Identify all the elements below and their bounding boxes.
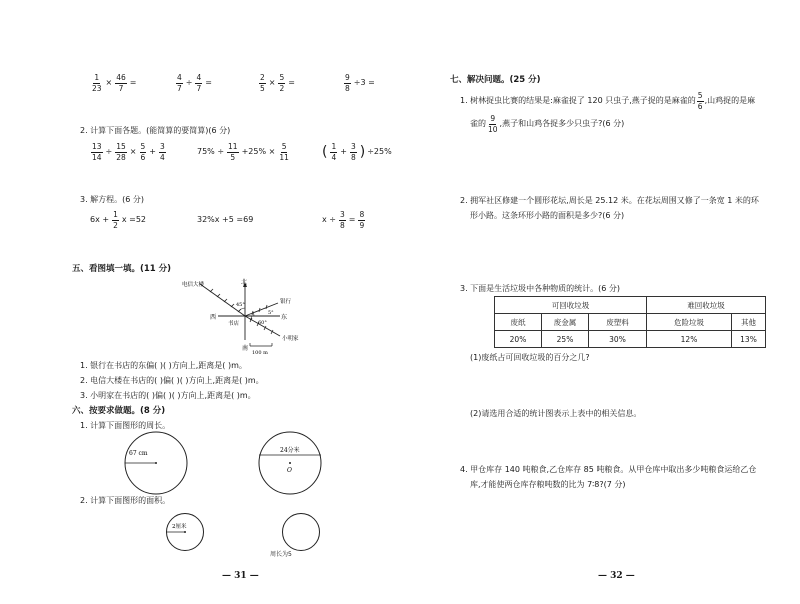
trash-statistics-table [494,296,766,348]
section-5-q2: 2. 电信大楼在书店的( )偏( )( )方向上,距离是( )m。 [80,376,264,385]
question-3-title: 3. 解方程。(6 分) [80,195,145,204]
value-metal: 25% [542,331,589,348]
east-label: 东 [281,314,288,321]
value-plastic: 30% [589,331,647,348]
fraction: $\frac{2}{5}$ [260,73,265,93]
section-5-title: 五、看图填一填。(11 分) [72,264,172,274]
q2-expression-1: $\frac{13}{14}$ ÷ $\frac{15}{28}$ × $\frac{5}{6}$ + $\frac{3}{4}$ [92,142,165,162]
header-plastic: 废塑料 [589,314,647,331]
problem-3-sub-1: (1)废纸占可回收垃圾的百分之几? [470,353,590,362]
group-recyclable: 可回收垃圾 [495,297,647,314]
section-7-title: 七、解决问题。(25 分) [450,75,541,85]
equation-2: 32%x +5 =69 [197,215,254,224]
problem-4-line-2: 库,才能使两仓库存粮吨数的比为 7∶8?(7 分) [470,480,626,489]
section-5-q3: 3. 小明家在书店的( )偏( )( )方向上,距离是( )m。 [80,391,256,400]
angle-60-label: 60° [258,320,267,326]
problem-2-line-1: 2. 拥军社区修建一个圆形花坛,周长是 25.12 米。在花坛周围又修了一条宽 1 米的环 [460,196,759,205]
circle-figure-4 [281,512,321,552]
fraction: $\frac{1}{23}$ [92,73,102,93]
problem-4-line-1: 4. 甲仓库存 140 吨粮食,乙仓库存 85 吨粮食。从甲仓库中取出多少吨粮食运给乙仓 [460,465,757,474]
calc-item-4: $\frac{9}{8}$ ÷3 = [345,73,375,93]
value-other: 13% [732,331,766,348]
circle-1-label: 67 cm [129,450,148,457]
problem-3-title: 3. 下面是生活垃圾中各种物质的统计。(6 分) [460,284,621,293]
page-number-right: — 32 — [598,571,635,581]
circle-4-label: 周长为5 [270,551,292,558]
header-other: 其他 [732,314,766,331]
circle-figure-1 [123,430,189,496]
west-label: 西 [210,314,217,321]
angle-5-label: 5° [268,310,274,316]
circle-figure-2 [257,430,323,496]
q2-expression-3: ( $\frac{1}{4}$ + $\frac{3}{8}$ ) ÷25% [322,142,392,162]
header-metal: 废金属 [542,314,589,331]
q2-expression-2: 75% ÷ $\frac{11}{5}$ +25% × $\frac{5}{11}$ [197,142,289,162]
page-number-left: — 31 — [222,571,259,581]
equation-3: x ÷ $\frac{3}{8}$ = $\frac{8}{9}$ [322,210,365,230]
header-paper: 废纸 [495,314,542,331]
north-label: 北 [241,279,248,286]
problem-1-line-1: 1. 树林捉虫比赛的结果是:麻雀捉了 120 只虫子,燕子捉的是麻雀的 $\frac{5}{6}$ ,山鸡捉的是麻 [460,91,756,111]
section-5-q1: 1. 银行在书店的东偏( )( )方向上,距离是( )m。 [80,361,247,370]
direction-map [170,278,320,358]
problem-1-line-2: 雀的 $\frac{9}{10}$ ,燕子和山鸡各捉多少只虫子?(6 分) [470,114,625,134]
header-hazardous: 危险垃圾 [647,314,732,331]
circle-figure-3 [165,512,205,552]
value-hazardous: 12% [647,331,732,348]
circle-2-center: O [287,467,292,474]
calc-item-3: $\frac{2}{5}$ × $\frac{5}{2}$ = [260,73,295,93]
problem-3-sub-2: (2)请选用合适的统计图表示上表中的相关信息。 [470,409,642,418]
bank-label: 银行 [280,299,292,305]
fraction: $\frac{4}{7}$ [196,73,202,93]
circle-2-label: 24分米 [280,447,300,454]
circle-3-label: 2厘米 [172,524,187,530]
fraction: $\frac{9}{8}$ [345,73,350,93]
group-hard-to-recycle: 难回收垃圾 [647,297,766,314]
question-2-title: 2. 计算下面各题。(能简算的要简算)(6 分) [80,126,231,135]
calc-item-2: $\frac{4}{7}$ ÷ $\frac{4}{7}$ = [177,73,212,93]
home-label: 小明家 [282,336,299,342]
scale-label: 100 m [252,350,268,356]
fraction: $\frac{46}{7}$ [116,73,126,93]
angle-45-label: 45° [236,302,245,308]
section-6-q2: 2. 计算下面图形的面积。 [80,496,171,505]
tower-label: 电信大楼 [182,282,205,288]
fraction: $\frac{4}{7}$ [177,73,182,93]
south-label: 南 [242,345,249,352]
calc-item-1: $\frac{1}{23}$ × $\frac{46}{7}$ = [92,73,137,93]
equation-1: 6x + $\frac{1}{2}$ x =52 [90,210,147,230]
section-6-q1: 1. 计算下面图形的周长。 [80,421,171,430]
fraction: $\frac{5}{2}$ [279,73,285,93]
value-paper: 20% [495,331,542,348]
store-label: 书店 [228,321,240,327]
problem-2-line-2: 形小路。这条环形小路的面积是多少?(6 分) [470,211,625,220]
section-6-title: 六、按要求做题。(8 分) [72,406,166,416]
